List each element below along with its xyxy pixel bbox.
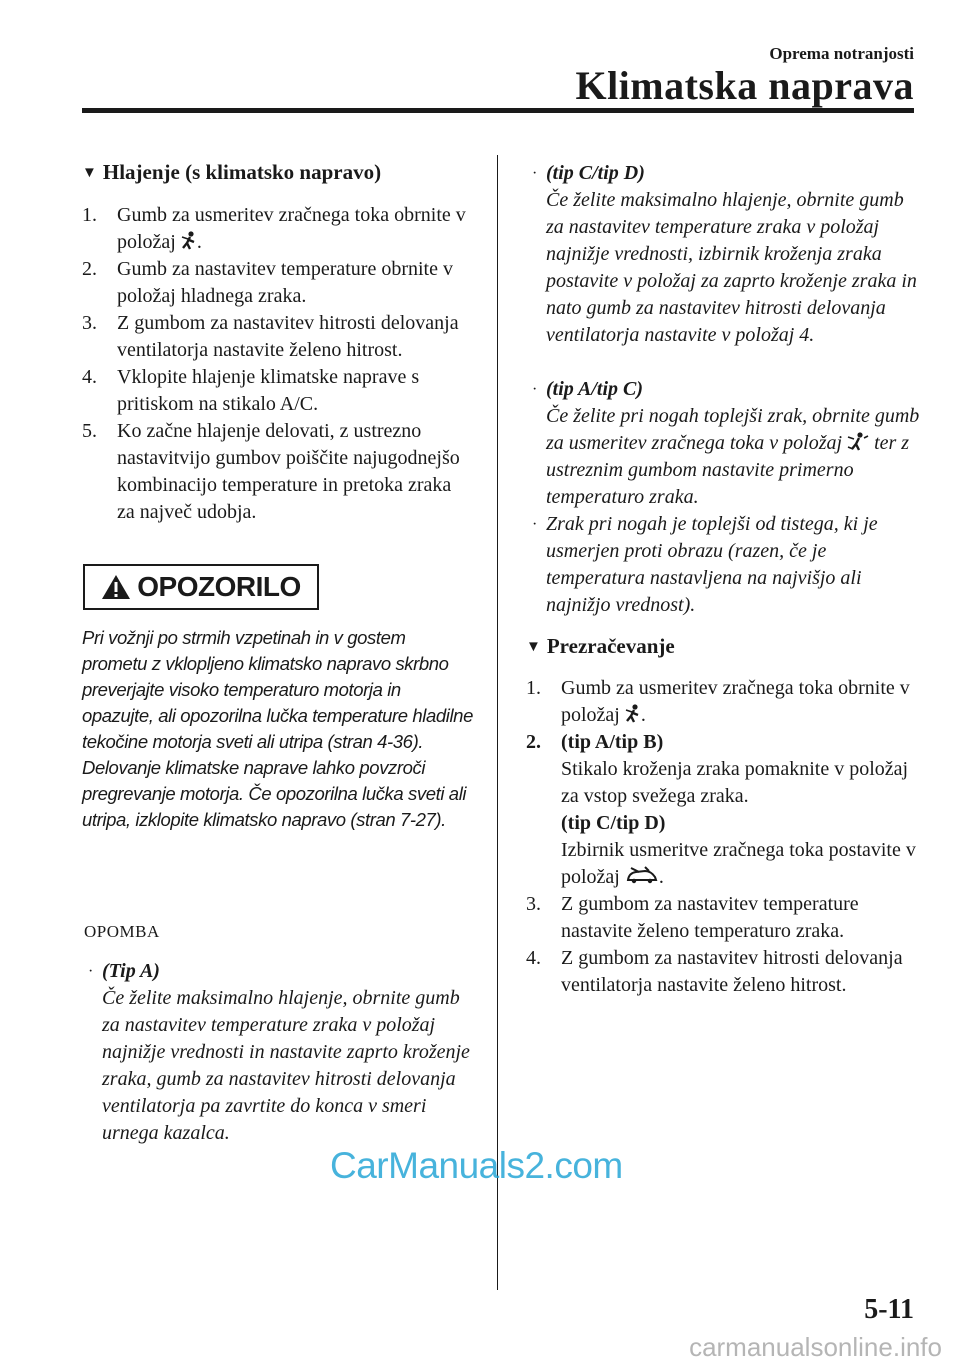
page-number: 5-11 bbox=[864, 1294, 914, 1325]
footer-watermark: carmanualsonline.info bbox=[689, 1332, 942, 1362]
bullet-dot-icon: · bbox=[532, 381, 538, 398]
list-item: 4. Z gumbom za nastavitev hitrosti delovanja ventilatorja nastavite želeno hitrost. bbox=[526, 947, 903, 996]
header-rule bbox=[82, 108, 914, 113]
warning-text: Pri vožnji po strmih vzpetinah in v gostem prometu z vklopljeno klimatsko napravo skrbno preverjajte visoko temperaturo motorja in opazujte, ali opozorilna lučka temperature hladilne tekočine motorja sveti ali utripa (stran 4-36). Delovanje klimatske naprave lahko povzroči pregrevanje motorja. Če opozorilna lučka sveti ali utripa, izklopite klimatsko napravo (stran 7-27). bbox=[82, 627, 473, 830]
note-item-tip-c-d: · (tip C/tip D) Če želite maksimalno hlajenje, obrnite gumb za nastavitev temperature zraka v položaj najnižje vrednosti, izbirnik kroženja zraka postavite v položaj za zaprto kroženje zraka in nato gumb za nastavitev hitrosti delovanja ventilatorja nastavite v položaj 4. bbox=[532, 162, 917, 346]
list-item: 2. Gumb za nastavitev temperature obrnite v položaj hladnega zraka. bbox=[82, 258, 453, 307]
warning-label: OPOZORILO bbox=[137, 571, 301, 602]
watermark: CarManuals2.com bbox=[330, 1145, 623, 1186]
list-item: 3. Z gumbom za nastavitev hitrosti delovanja ventilatorja nastavite želeno hitrost. bbox=[82, 312, 459, 361]
face-vent-icon bbox=[625, 704, 641, 724]
warning-triangle-icon bbox=[101, 574, 131, 600]
section-heading-cooling: ▼ Hlajenje (s klimatsko napravo) bbox=[82, 160, 382, 184]
list-item: 4. Vklopite hlajenje klimatske naprave s pritiskom na stikalo A/C. bbox=[82, 366, 420, 415]
header-section: Oprema notranjosti bbox=[769, 44, 914, 63]
face-feet-vent-icon bbox=[847, 432, 869, 452]
list-item: 1. Gumb za usmeritev zračnega toka obrnite v položaj . bbox=[82, 204, 466, 253]
cooling-steps bbox=[82, 202, 474, 526]
list-item: 1. Gumb za usmeritev zračnega toka obrnite v položaj . bbox=[526, 677, 910, 726]
note-item-tip-a: · (Tip A) Če želite maksimalno hlajenje, obrnite gumb za nastavitev temperature zraka v položaj najnižje vrednosti in nastavite zaprto kroženje zraka, gumb za nastavitev hitrosti delovanja ventilatorja pa zavrtite do konca v smeri urnega kazalca. bbox=[88, 960, 470, 1144]
note-item-feet-warmer: · Zrak pri nogah je toplejši od tistega, ki je usmerjen proti obrazu (razen, če je temperatura nastavljena na najvišjo ali najnižjo vrednost). bbox=[532, 513, 878, 616]
warning-box bbox=[83, 564, 319, 610]
ventilation-steps bbox=[526, 675, 920, 999]
column-divider bbox=[497, 155, 498, 1290]
section-heading-ventilation: ▼ Prezračevanje bbox=[526, 634, 675, 658]
note-title: OPOMBA bbox=[84, 922, 160, 941]
page-title: Klimatska naprava bbox=[575, 63, 914, 108]
list-item: 5. Ko začne hlajenje delovati, z ustrezno nastavitvijo gumbov poiščite najugodnejšo kombinacijo temperature in pretoka zraka za največ udobja. bbox=[82, 420, 460, 523]
bullet-dot-icon: · bbox=[88, 963, 94, 980]
triangle-bullet-icon: ▼ bbox=[82, 165, 97, 181]
triangle-bullet-icon: ▼ bbox=[526, 639, 541, 655]
fresh-air-car-icon bbox=[625, 866, 659, 886]
bullet-dot-icon: · bbox=[532, 165, 538, 182]
bullet-dot-icon: · bbox=[532, 516, 538, 533]
list-item: 2. (tip A/tip B) Stikalo kroženja zraka pomaknite v položaj za vstop svežega zraka. (tip C/tip D) Izbirnik usmeritve zračnega toka postavite v položaj . bbox=[526, 731, 916, 888]
list-item: 3. Z gumbom za nastavitev temperature nastavite želeno temperaturo zraka. bbox=[526, 893, 859, 942]
face-vent-icon bbox=[181, 231, 197, 251]
note-item-tip-a-c: · (tip A/tip C) Če želite pri nogah toplejši zrak, obrnite gumb za usmeritev zračnega toka v položaj ter z ustreznim gumbom nastavite primerno temperaturo zraka. bbox=[532, 378, 920, 508]
